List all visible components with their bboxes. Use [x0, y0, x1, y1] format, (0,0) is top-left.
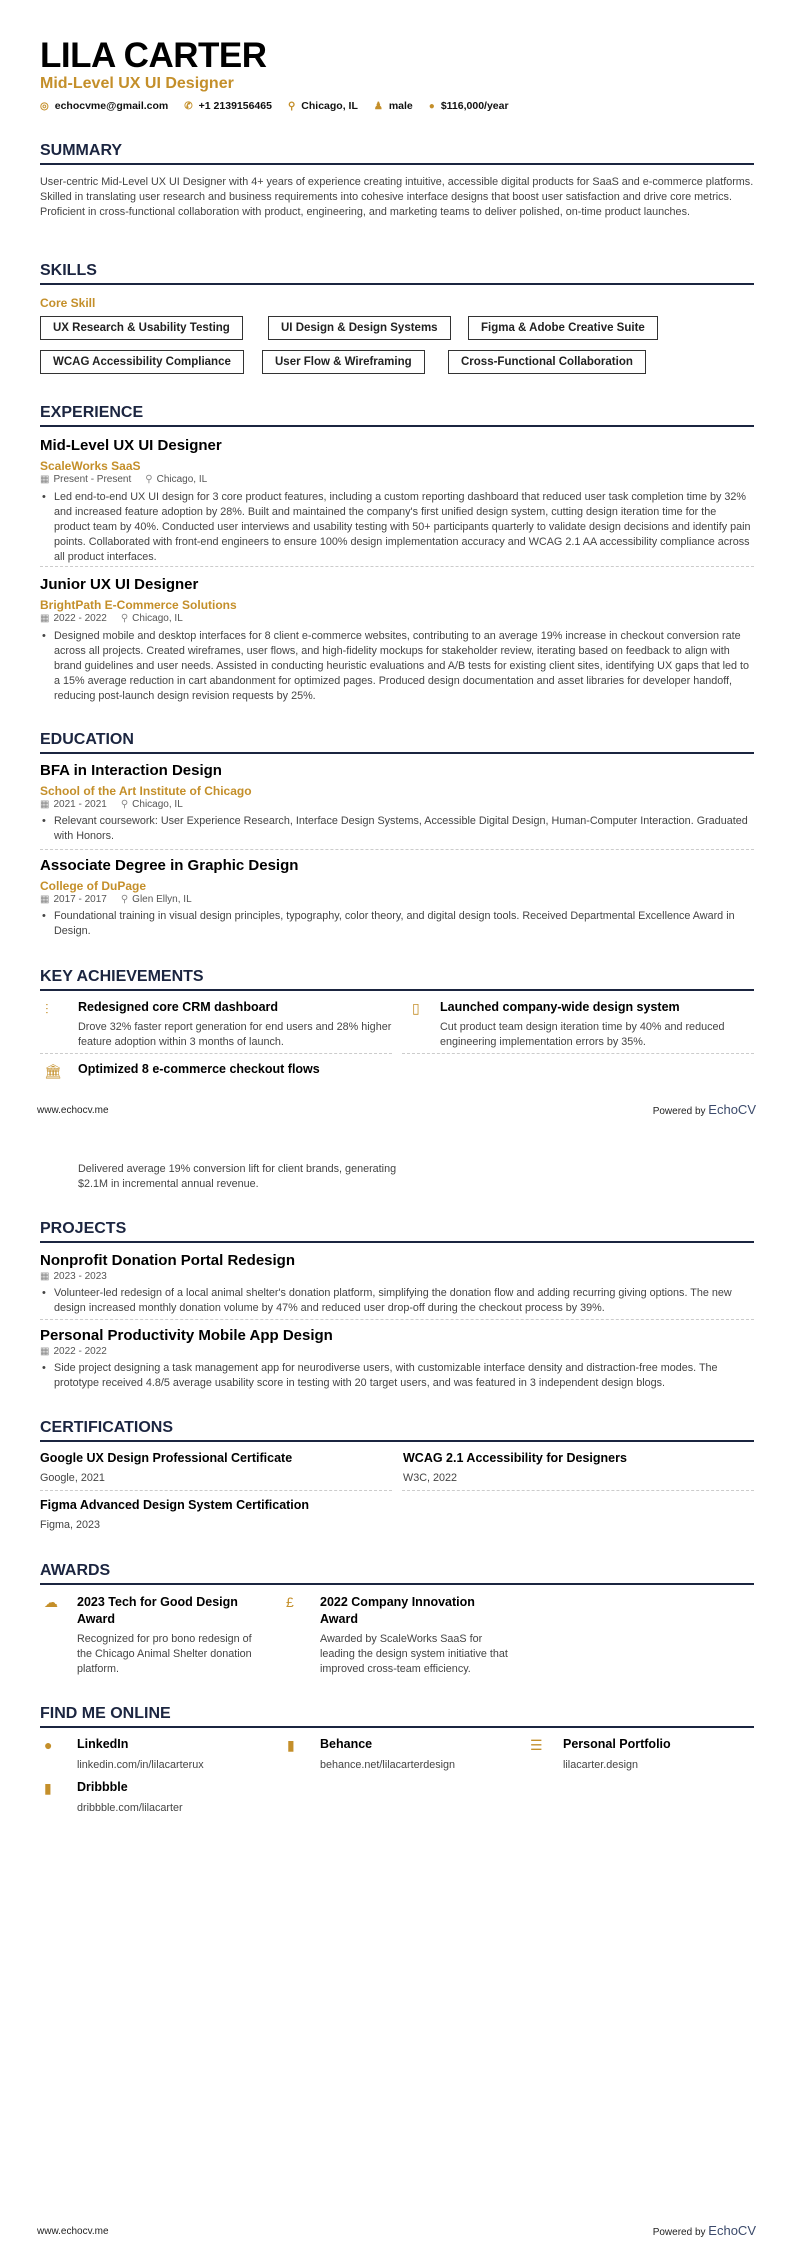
contact-list	[40, 100, 509, 112]
degree-title: BFA in Interaction Design	[40, 762, 222, 779]
calendar-icon: ▦	[40, 613, 50, 624]
summary-heading: SUMMARY	[40, 142, 754, 165]
project-title: Nonprofit Donation Portal Redesign	[40, 1252, 295, 1269]
certification-name: Figma Advanced Design System Certification	[40, 1498, 310, 1512]
achievement-title: Optimized 8 e-commerce checkout flows	[78, 1062, 320, 1076]
education-meta	[40, 799, 183, 810]
job-title: Mid-Level UX UI Designer	[40, 437, 222, 454]
awards-heading: AWARDS	[40, 1562, 754, 1585]
online-label: Behance	[320, 1737, 373, 1751]
dollar-icon: ●	[428, 101, 435, 112]
footer-powered	[653, 2223, 756, 2238]
file-icon: ▮	[287, 1737, 295, 1753]
candidate-title: Mid-Level UX UI Designer	[40, 75, 234, 92]
certification-name: Google UX Design Professional Certificate	[40, 1451, 293, 1465]
pound-coin-icon: £	[286, 1594, 294, 1610]
experience-heading: EXPERIENCE	[40, 404, 754, 427]
job-dates: 2022 - 2022	[53, 613, 107, 624]
certification-issuer: W3C, 2022	[403, 1472, 458, 1484]
skill-tag: User Flow & Wireframing	[262, 350, 425, 374]
skill-tag: Figma & Adobe Creative Suite	[468, 316, 658, 340]
project-bullet: • Side project designing a task management app for neurodiverse users, with customizable interface density and distraction-free modes. The prototype received 4.8/5 average usability score in testing with 20 target users, and was featured in 3 independent design blogs.	[40, 1361, 754, 1391]
powered-text: Powered by	[652, 2227, 706, 2238]
brand-logo: EchoCV	[708, 1102, 756, 1117]
achievement-desc: Drove 32% faster report generation for end users and 28% higher feature adoption within 3 months of launch.	[78, 1021, 392, 1048]
project-title: Personal Productivity Mobile App Design	[40, 1327, 333, 1344]
online-label: Personal Portfolio	[563, 1737, 671, 1751]
education-dates: 2017 - 2017	[53, 894, 107, 905]
location-icon: ⚲	[120, 613, 129, 624]
certification-issuer: Figma, 2023	[40, 1519, 101, 1531]
file-euro-icon: ▮	[44, 1780, 52, 1796]
contact-email[interactable]	[40, 100, 168, 112]
skills-heading: SKILLS	[40, 262, 754, 285]
bank-icon: 🏛	[44, 1063, 62, 1079]
project-dates: 2023 - 2023	[53, 1271, 107, 1282]
achievement-desc: Cut product team design iteration time by 40% and reduced engineering implementation errors by 35%.	[440, 1021, 725, 1048]
online-heading: FIND ME ONLINE	[40, 1705, 754, 1728]
project-meta	[40, 1346, 107, 1357]
divider	[40, 1490, 392, 1491]
project-dates: 2022 - 2022	[53, 1346, 107, 1357]
skill-tag: Cross-Functional Collaboration	[448, 350, 646, 374]
footer-site[interactable]: www.echocv.me	[37, 2226, 109, 2237]
contact-salary	[429, 100, 509, 112]
phone-icon: ✆	[184, 101, 193, 112]
education-heading: EDUCATION	[40, 731, 754, 754]
calendar-icon: ▦	[40, 474, 50, 485]
user-icon: ♟	[373, 101, 383, 112]
certification-name: WCAG 2.1 Accessibility for Designers	[403, 1451, 627, 1465]
gender-text: male	[388, 100, 413, 112]
education-bullet: • Foundational training in visual design principles, typography, color theory, and digital design tools. Received Departmental Excellence Award in Design.	[40, 909, 754, 939]
divider	[40, 1319, 754, 1320]
location-icon: ⚲	[120, 894, 129, 905]
lines-icon: ☰	[530, 1737, 543, 1753]
job-company: ScaleWorks SaaS	[40, 459, 141, 473]
mobile-icon: ▯	[412, 1000, 420, 1016]
job-location: Chicago, IL	[156, 474, 208, 485]
location-icon: ⚲	[145, 474, 153, 485]
education-meta	[40, 894, 192, 905]
divider	[402, 1490, 754, 1491]
footer-powered	[653, 1102, 756, 1117]
job-meta	[40, 474, 207, 485]
award-title: 2023 Tech for Good Design Award	[77, 1595, 238, 1626]
job-bullet: • Led end-to-end UX UI design for 3 core product features, including a custom reporting dashboard that reduced user task completion time by 32% and increased feature adoption by 28%. Built and maintained the company's first unified design system, cutting design iteration time for the product team by 40%. Conducted user interviews and usability testing with 50+ participants quarterly to validate design decisions and identify pain points. Collaborated with front-end engineers to ensure 100% design implementation accuracy and WCAG 2.1 AA accessibility compliance across all product interfaces.	[40, 490, 754, 565]
education-location: Chicago, IL	[132, 799, 183, 810]
online-label: LinkedIn	[77, 1737, 129, 1751]
sliders-icon: ⫶	[45, 1001, 49, 1017]
summary-text: User-centric Mid-Level UX UI Designer with 4+ years of experience creating intuitive, accessible digital products for SaaS and e-commerce platforms. Skilled in translating user research and business requirements into cohesive interface designs that boost user satisfaction and drive core metrics. Proficient in cross-functional collaboration with product, engineering, and marketing teams to deliver polished, on-time product launches.	[40, 176, 754, 218]
job-location: Chicago, IL	[132, 613, 183, 624]
school-name: School of the Art Institute of Chicago	[40, 784, 252, 798]
skill-group-label: Core Skill	[40, 296, 96, 310]
certification-issuer: Google, 2021	[40, 1472, 105, 1484]
footer-site[interactable]: www.echocv.me	[37, 1105, 109, 1116]
location-icon: ⚲	[287, 101, 296, 112]
education-location: Glen Ellyn, IL	[132, 894, 192, 905]
calendar-icon: ▦	[40, 1346, 50, 1357]
contact-gender	[374, 100, 413, 112]
divider	[402, 1053, 754, 1054]
divider	[40, 849, 754, 850]
education-bullet: • Relevant coursework: User Experience Research, Interface Design Systems, Accessible Digital Design, Human-Computer Interaction. Graduated with Honors.	[40, 814, 754, 844]
calendar-icon: ▦	[40, 799, 50, 810]
location-text: Chicago, IL	[301, 100, 358, 112]
degree-title: Associate Degree in Graphic Design	[40, 857, 299, 874]
cloud-icon: ☁	[44, 1594, 58, 1610]
location-icon: ⚲	[120, 799, 129, 810]
powered-text: Powered by	[652, 1106, 706, 1117]
divider	[40, 1053, 392, 1054]
job-company: BrightPath E-Commerce Solutions	[40, 598, 237, 612]
skill-tag: UX Research & Usability Testing	[40, 316, 243, 340]
online-url[interactable]: linkedin.com/in/lilacarterux	[77, 1759, 204, 1771]
candidate-name: LILA CARTER	[40, 36, 267, 75]
job-title: Junior UX UI Designer	[40, 576, 199, 593]
achievement-title: Redesigned core CRM dashboard	[78, 1000, 279, 1014]
job-dates: Present - Present	[53, 474, 132, 485]
coin-icon: ●	[44, 1737, 53, 1753]
online-label: Dribbble	[77, 1780, 128, 1794]
projects-heading: PROJECTS	[40, 1220, 754, 1243]
achievements-heading: KEY ACHIEVEMENTS	[40, 968, 754, 991]
at-icon: ◎	[40, 101, 49, 112]
phone-text: +1 2139156465	[198, 100, 272, 112]
online-url[interactable]: dribbble.com/lilacarter	[77, 1802, 183, 1814]
award-title: 2022 Company Innovation Award	[320, 1595, 475, 1626]
calendar-icon: ▦	[40, 894, 50, 905]
email-text: echocvme@gmail.com	[54, 100, 169, 112]
skill-tag: UI Design & Design Systems	[268, 316, 451, 340]
contact-phone[interactable]	[184, 100, 272, 112]
divider	[40, 566, 754, 567]
salary-text: $116,000/year	[440, 100, 509, 112]
job-bullet: • Designed mobile and desktop interfaces for 8 client e-commerce websites, contributing to an average 19% increase in checkout conversion rate across all projects. Created wireframes, user flows, and high-fidelity mockups for stakeholder review, iterating based on feedback to align with brand guidelines and user needs. Assisted in conducting heuristic evaluations and A/B tests for existing client sites, identifying UX gaps that led to a 15% average reduction in cart abandonment for optimized pages. Produced design documentation and asset libraries for developer handoff, reducing post-launch design revision requests by 25%.	[40, 629, 754, 704]
achievement-desc: Delivered average 19% conversion lift for client brands, generating $2.1M in incremental annual revenue.	[78, 1163, 397, 1190]
award-desc: Awarded by ScaleWorks SaaS for leading the design system initiative that improved cross-team efficiency.	[320, 1633, 508, 1675]
calendar-icon: ▦	[40, 1271, 50, 1282]
certifications-heading: CERTIFICATIONS	[40, 1419, 754, 1442]
education-dates: 2021 - 2021	[53, 799, 107, 810]
skill-tag: WCAG Accessibility Compliance	[40, 350, 244, 374]
job-meta	[40, 613, 183, 624]
brand-logo: EchoCV	[708, 2223, 756, 2238]
project-meta	[40, 1271, 107, 1282]
award-desc: Recognized for pro bono redesign of the Chicago Animal Shelter donation platform.	[77, 1633, 252, 1675]
contact-location	[288, 100, 358, 112]
online-url[interactable]: lilacarter.design	[563, 1759, 639, 1771]
achievement-title: Launched company-wide design system	[440, 1000, 680, 1014]
school-name: College of DuPage	[40, 879, 147, 893]
online-url[interactable]: behance.net/lilacarterdesign	[320, 1759, 456, 1771]
project-bullet: • Volunteer-led redesign of a local animal shelter's donation platform, simplifying the donation flow and adding recurring giving options. The new design increased monthly donation volume by 47% and reduced user drop-off during the checkout process by 39%.	[40, 1286, 754, 1316]
